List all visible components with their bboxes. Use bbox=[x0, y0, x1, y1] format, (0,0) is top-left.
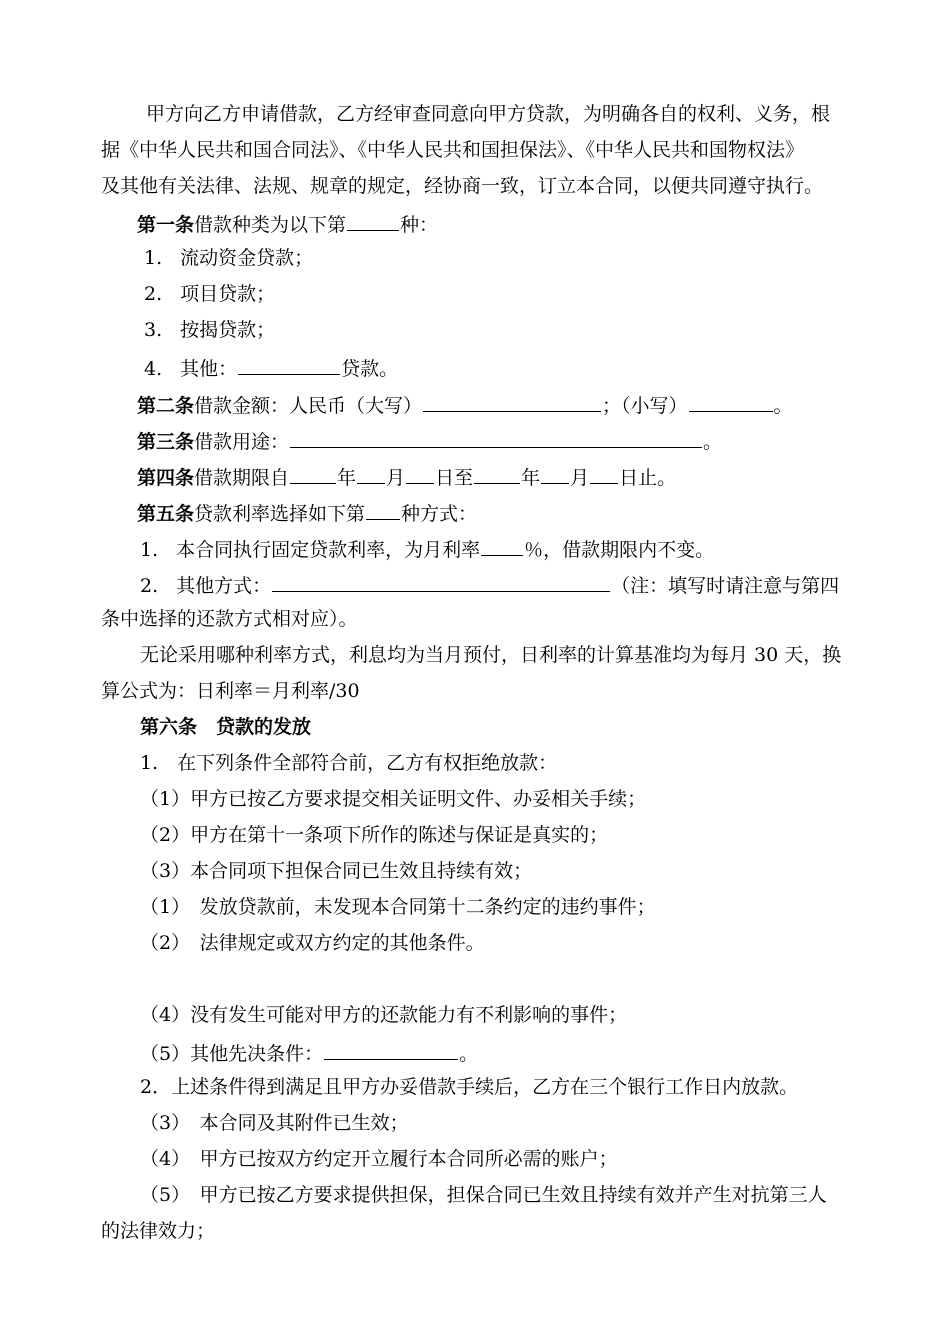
intro-line-3: 及其他有关法律、法规、规章的规定，经协商一致，订立本合同，以便共同遵守执行。 bbox=[101, 175, 824, 197]
intro-line-2: 据《中华人民共和国合同法》、《中华人民共和国担保法》、《中华人民共和国物权法》 bbox=[101, 139, 805, 161]
article-5-suffix: 种方式： bbox=[401, 503, 478, 525]
blank-start-day[interactable] bbox=[406, 463, 434, 484]
article-1-text: 借款种类为以下第 bbox=[194, 214, 347, 236]
condition-line bbox=[140, 1039, 478, 1066]
article-3-line bbox=[137, 427, 722, 454]
article-3-suffix: 。 bbox=[703, 431, 723, 453]
condition-line: （5） 甲方已按乙方要求提供担保，担保合同已生效且持续有效并产生对抗第三人 bbox=[140, 1184, 827, 1206]
list-item bbox=[144, 246, 313, 270]
blank-end-month[interactable] bbox=[541, 463, 569, 484]
month-label: 月 bbox=[570, 467, 590, 489]
list-number: 4. bbox=[144, 358, 163, 380]
condition-text: （5）其他先决条件： bbox=[140, 1043, 324, 1065]
list-text: 流动资金贷款； bbox=[180, 247, 314, 269]
blank-other-conditions[interactable] bbox=[324, 1039, 458, 1060]
blank-rate-type[interactable] bbox=[366, 499, 400, 520]
blank-end-year[interactable] bbox=[474, 463, 520, 484]
rate-option-2-cont: 条中选择的还款方式相对应）。 bbox=[101, 608, 358, 630]
blank-amount-words[interactable] bbox=[423, 391, 601, 412]
article-5-heading: 第五条 bbox=[137, 503, 195, 525]
article-5-text: 贷款利率选择如下第 bbox=[194, 503, 366, 525]
article-6-clause-2: 2．上述条件得到满足且甲方办妥借款手续后，乙方在三个银行工作日内放款。 bbox=[140, 1076, 799, 1098]
year-label: 年 bbox=[521, 467, 541, 489]
interest-note-2: 算公式为：日利率＝月利率/30 bbox=[101, 680, 360, 702]
article-5-line bbox=[137, 499, 477, 526]
condition-line: （3） 本合同及其附件已生效； bbox=[140, 1112, 409, 1134]
article-3-heading: 第三条 bbox=[137, 431, 195, 453]
blank-loan-purpose[interactable] bbox=[290, 427, 702, 448]
blank-start-year[interactable] bbox=[290, 463, 336, 484]
article-4-line bbox=[137, 463, 676, 490]
blank-amount-figures[interactable] bbox=[689, 391, 773, 412]
rate-option-1 bbox=[140, 535, 714, 562]
article-6-heading: 第六条 贷款的发放 bbox=[140, 716, 312, 738]
list-text-suffix: （注：填写时请注意与第四 bbox=[611, 575, 840, 597]
condition-line: （2）甲方在第十一条项下所作的陈述与保证是真实的； bbox=[140, 824, 609, 846]
condition-line: （4） 甲方已按双方约定开立履行本合同所必需的账户； bbox=[140, 1148, 618, 1170]
list-number: 1. bbox=[140, 539, 159, 561]
article-4-text: 借款期限自 bbox=[194, 467, 290, 489]
article-3-text: 借款用途： bbox=[194, 431, 290, 453]
list-text-suffix: 贷款。 bbox=[341, 358, 399, 380]
condition-line: （2） 法律规定或双方约定的其他条件。 bbox=[140, 932, 485, 954]
list-text: 项目贷款； bbox=[180, 283, 276, 305]
article-4-heading: 第四条 bbox=[137, 467, 195, 489]
list-text-suffix: ％，借款期限内不变。 bbox=[524, 539, 715, 561]
month-label: 月 bbox=[386, 467, 406, 489]
list-number: 2. bbox=[140, 575, 159, 597]
condition-line: （3）本合同项下担保合同已生效且持续有效； bbox=[140, 860, 533, 882]
day-label: 日止。 bbox=[619, 467, 677, 489]
blank-other-method[interactable] bbox=[272, 571, 610, 592]
list-text: 其他方式： bbox=[176, 575, 272, 597]
year-label: 年 bbox=[337, 467, 357, 489]
condition-suffix: 。 bbox=[459, 1043, 479, 1065]
list-text: 其他： bbox=[180, 358, 238, 380]
article-1-line bbox=[137, 210, 438, 237]
list-item bbox=[144, 318, 275, 342]
list-text: 本合同执行固定贷款利率，为月利率 bbox=[176, 539, 481, 561]
rate-option-2 bbox=[140, 571, 839, 598]
article-1-heading: 第一条 bbox=[137, 214, 195, 236]
interest-note-1: 无论采用哪种利率方式，利息均为当月预付，日利率的计算基准均为每月 30 天，换 bbox=[140, 644, 842, 666]
article-2-heading: 第二条 bbox=[137, 395, 195, 417]
list-item bbox=[144, 354, 398, 381]
blank-monthly-rate[interactable] bbox=[481, 535, 523, 556]
list-number: 1. bbox=[144, 247, 163, 269]
blank-start-month[interactable] bbox=[357, 463, 385, 484]
intro-line-1: 甲方向乙方申请借款，乙方经审查同意向甲方贷款，为明确各自的权利、义务，根 bbox=[146, 103, 831, 125]
article-2-text: 借款金额：人民币（大写） bbox=[194, 395, 423, 417]
condition-line-cont: 的法律效力； bbox=[101, 1220, 216, 1242]
article-1-suffix: 种： bbox=[400, 214, 439, 236]
article-2-mid: ；（小写） bbox=[602, 395, 688, 417]
day-label: 日至 bbox=[435, 467, 474, 489]
article-6-clause-1: 1. 在下列条件全部符合前，乙方有权拒绝放款： bbox=[140, 752, 558, 774]
blank-end-day[interactable] bbox=[590, 463, 618, 484]
blank-loan-type[interactable] bbox=[347, 210, 399, 231]
condition-line: （4）没有发生可能对甲方的还款能力有不利影响的事件； bbox=[140, 1004, 628, 1026]
list-item bbox=[144, 282, 275, 306]
list-text: 按揭贷款； bbox=[180, 319, 276, 341]
article-2-line bbox=[137, 391, 793, 418]
article-2-suffix: 。 bbox=[773, 395, 793, 417]
list-number: 3. bbox=[144, 319, 163, 341]
condition-line: （1） 发放贷款前，未发现本合同第十二条约定的违约事件； bbox=[140, 896, 656, 918]
condition-line: （1）甲方已按乙方要求提交相关证明文件、办妥相关手续； bbox=[140, 788, 647, 810]
blank-other-loan[interactable] bbox=[238, 354, 340, 375]
list-number: 2. bbox=[144, 283, 163, 305]
